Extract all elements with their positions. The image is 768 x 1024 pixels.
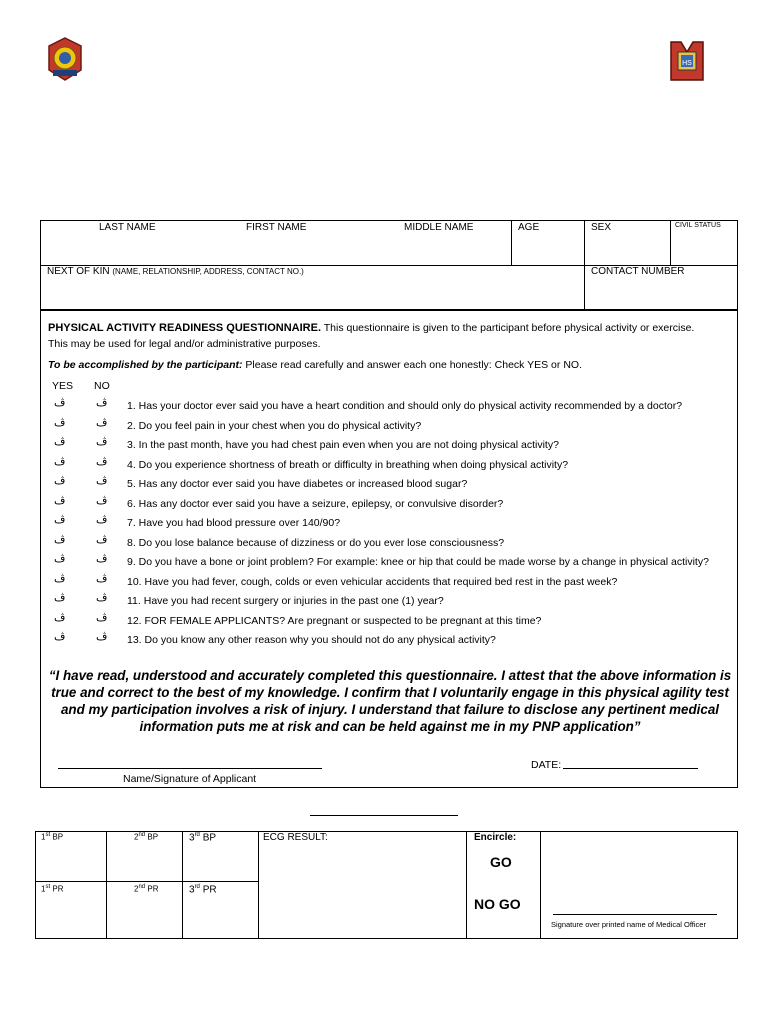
- second-bp-suffix: nd: [138, 832, 146, 838]
- no-checkbox[interactable]: ڤ: [96, 397, 108, 409]
- no-checkbox[interactable]: ڤ: [96, 416, 108, 429]
- yes-checkbox[interactable]: ڤ: [54, 592, 66, 604]
- date-label: DATE:: [531, 759, 562, 771]
- no-checkbox[interactable]: ڤ: [96, 592, 108, 604]
- question-text: 7. Have you had blood pressure over 140/90?: [127, 517, 341, 529]
- questionnaire-intro: [48, 322, 694, 334]
- yes-checkbox[interactable]: ڤ: [54, 572, 66, 585]
- question-item: [40, 554, 740, 573]
- instruction: [48, 359, 582, 371]
- third-pr-number: 3: [189, 884, 195, 896]
- contact-number-field[interactable]: CONTACT NUMBER: [591, 266, 685, 277]
- civil-status-field[interactable]: CIVIL STATUS: [675, 222, 721, 229]
- third-bp-cell[interactable]: [189, 832, 216, 843]
- question-text: 8. Do you lose balance because of dizziness or do you ever lose consciousness?: [127, 536, 505, 549]
- next-of-kin-hint: (NAME, RELATIONSHIP, ADDRESS, CONTACT NO.): [112, 267, 304, 276]
- date-line[interactable]: [563, 768, 698, 769]
- intro-line-2: This may be used for legal and/or administrative purposes.: [48, 338, 321, 350]
- question-text: 3. In the past month, have you had chest pain even when you are not doing physical activity?: [127, 439, 559, 451]
- medical-officer-signature-line[interactable]: [553, 914, 717, 915]
- no-checkbox[interactable]: ڤ: [96, 455, 108, 468]
- second-pr-cell[interactable]: [134, 884, 159, 894]
- yes-checkbox[interactable]: ڤ: [54, 475, 66, 487]
- applicant-signature-line[interactable]: [58, 768, 322, 769]
- first-pr-cell[interactable]: [41, 884, 63, 894]
- question-item: [40, 613, 740, 632]
- ecg-result-field[interactable]: ECG RESULT:: [263, 832, 328, 843]
- first-bp-cell[interactable]: [41, 832, 63, 842]
- instruction-lead: To be accomplished by the participant:: [48, 359, 243, 371]
- applicant-signature-label: Name/Signature of Applicant: [123, 773, 257, 785]
- sex-field[interactable]: SEX: [591, 222, 612, 233]
- yes-column-header: YES: [52, 380, 74, 392]
- no-checkbox[interactable]: ڤ: [96, 475, 108, 487]
- yes-checkbox[interactable]: ڤ: [54, 494, 66, 507]
- first-bp-suffix: st: [45, 832, 51, 838]
- question-text: 10. Have you had fever, cough, colds or even vehicular accidents that required bed rest in the past week?: [127, 575, 618, 588]
- no-column-header: NO: [94, 380, 110, 392]
- question-text: 6. Has any doctor ever said you have a seizure, epilepsy, or convulsive disorder?: [127, 497, 504, 510]
- second-pr-number: 2: [134, 884, 139, 894]
- question-item: [40, 418, 740, 437]
- encircle-label: Encircle:: [474, 832, 517, 843]
- questionnaire-title: PHYSICAL ACTIVITY READINESS QUESTIONNAIRE.: [48, 322, 322, 334]
- first-pr-suffix: st: [45, 884, 51, 890]
- yes-checkbox[interactable]: ڤ: [54, 455, 66, 468]
- age-field[interactable]: AGE: [518, 222, 540, 233]
- last-name-field[interactable]: LAST NAME: [99, 222, 156, 233]
- svg-text:HS: HS: [682, 60, 692, 67]
- second-bp-cell[interactable]: [134, 832, 158, 842]
- no-checkbox[interactable]: ڤ: [96, 533, 108, 546]
- first-pr-number: 1: [41, 884, 46, 894]
- no-checkbox[interactable]: ڤ: [96, 553, 108, 565]
- question-text: 2. Do you feel pain in your chest when you do physical activity?: [127, 419, 422, 432]
- health-service-seal-icon: [667, 38, 707, 84]
- second-bp-label: BP: [147, 832, 159, 842]
- question-text: 13. Do you know any other reason why you should not do any physical activity?: [127, 634, 496, 646]
- question-text: 1. Has your doctor ever said you have a heart condition and should only do physical activity recommended by a doctor?: [127, 400, 683, 412]
- question-item: [40, 476, 740, 495]
- first-pr-label: PR: [52, 884, 64, 894]
- middle-name-field[interactable]: MIDDLE NAME: [404, 222, 474, 233]
- question-item: [40, 437, 740, 456]
- no-go-option[interactable]: NO GO: [474, 896, 521, 912]
- intro-line-1: This questionnaire is given to the participant before physical activity or exercise.: [323, 322, 695, 334]
- no-checkbox[interactable]: ڤ: [96, 572, 108, 585]
- go-option[interactable]: GO: [490, 854, 512, 870]
- next-of-kin-field[interactable]: [47, 266, 304, 277]
- second-pr-suffix: nd: [138, 884, 146, 890]
- divider-line: [310, 815, 458, 816]
- yes-checkbox[interactable]: ڤ: [54, 416, 66, 429]
- question-item: [40, 496, 740, 515]
- question-item: [40, 593, 740, 612]
- question-text: 12. FOR FEMALE APPLICANTS? Are pregnant or suspected to be pregnant at this time?: [127, 614, 542, 627]
- next-of-kin-label: NEXT OF KIN: [47, 266, 110, 277]
- yes-checkbox[interactable]: ڤ: [54, 631, 66, 643]
- yes-checkbox[interactable]: ڤ: [54, 397, 66, 409]
- question-item: [40, 398, 740, 417]
- attestation-statement: “I have read, understood and accurately completed this questionnaire. I attest that the above information is true and correct to the best of my knowledge. I confirm that I voluntarily engage in this physical agility test and my participation involves a risk of injury. I understand that failure to disclose any pertinent medical information puts me at risk and can be held against me in my PNP application”: [48, 668, 732, 734]
- no-checkbox[interactable]: ڤ: [96, 611, 108, 624]
- question-text: 4. Do you experience shortness of breath or difficulty in breathing when doing physical activity?: [127, 458, 569, 471]
- question-item: [40, 574, 740, 593]
- question-item: [40, 632, 740, 651]
- first-bp-label: BP: [52, 832, 64, 842]
- third-pr-cell[interactable]: [189, 884, 217, 895]
- yes-checkbox[interactable]: ڤ: [54, 553, 66, 565]
- no-checkbox[interactable]: ڤ: [96, 631, 108, 643]
- pnp-seal-icon: [45, 36, 85, 82]
- question-item: [40, 535, 740, 554]
- no-checkbox[interactable]: ڤ: [96, 436, 108, 448]
- yes-checkbox[interactable]: ڤ: [54, 611, 66, 624]
- yes-checkbox[interactable]: ڤ: [54, 533, 66, 546]
- instruction-text: Please read carefully and answer each one honestly: Check YES or NO.: [245, 359, 582, 371]
- second-pr-label: PR: [147, 884, 159, 894]
- medical-officer-signature-label: Signature over printed name of Medical Officer: [551, 920, 706, 929]
- third-pr-suffix: rd: [194, 884, 200, 890]
- yes-checkbox[interactable]: ڤ: [54, 514, 66, 526]
- no-checkbox[interactable]: ڤ: [96, 514, 108, 526]
- third-bp-suffix: rd: [194, 832, 200, 838]
- first-name-field[interactable]: FIRST NAME: [246, 222, 307, 233]
- first-bp-number: 1: [41, 832, 46, 842]
- second-bp-number: 2: [134, 832, 139, 842]
- question-item: [40, 515, 740, 534]
- no-checkbox[interactable]: ڤ: [96, 494, 108, 507]
- third-pr-label: PR: [202, 884, 217, 896]
- question-text: 5. Has any doctor ever said you have diabetes or increased blood sugar?: [127, 478, 468, 490]
- question-text: 11. Have you had recent surgery or injuries in the past one (1) year?: [127, 595, 444, 607]
- third-bp-number: 3: [189, 832, 195, 844]
- question-item: [40, 457, 740, 476]
- yes-checkbox[interactable]: ڤ: [54, 436, 66, 448]
- third-bp-label: BP: [202, 832, 217, 844]
- question-text: 9. Do you have a bone or joint problem? For example: knee or hip that could be made worse by a change in physical activity?: [127, 556, 709, 568]
